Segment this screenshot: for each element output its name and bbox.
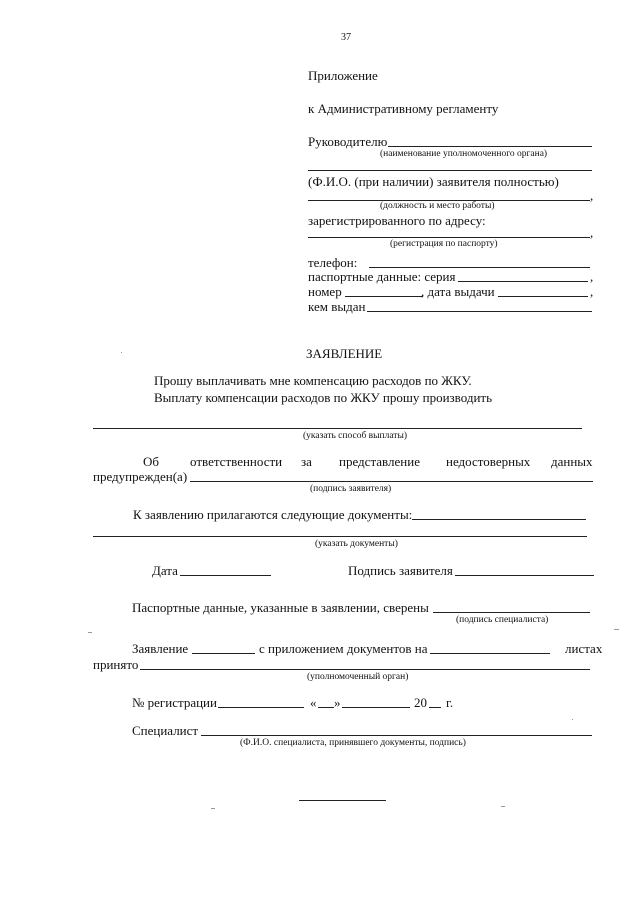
applicant-signature-label: Подпись заявителя [348,563,453,578]
date-label: Дата [152,563,178,578]
issued-by-line[interactable] [367,311,592,312]
payment-caption: (указать способ выплаты) [303,431,408,441]
scan-speck [572,719,573,720]
date-line[interactable] [180,575,271,576]
scan-speck [121,352,122,353]
sheets-count-line[interactable] [430,653,550,654]
scan-speck [211,808,215,809]
application-label: Заявление [132,641,189,656]
authority-caption: (уполномоченный орган) [307,672,409,682]
warn-word-6: данных [551,454,593,469]
passport-label: паспортные данные: серия [308,269,456,284]
specialist-label: Специалист [132,723,199,738]
head-label: Руководителю [308,134,388,149]
request-line: Прошу выплачивать мне компенсацию расходов по ЖКУ. [154,373,472,388]
warn-word-1: Об [143,454,160,469]
warn-word-4: представление [339,454,420,469]
head-line-2[interactable] [308,170,592,171]
position-caption: (должность и место работы) [380,201,495,211]
issued-by-label: кем выдан [308,299,366,314]
attached-label: К заявлению прилагаются следующие документы: [133,507,413,522]
quote-open: « [310,695,317,710]
payment-line: Выплату компенсации расходов по ЖКУ прошу производить [154,390,493,405]
year-suffix: г. [446,695,454,710]
reg-number-line[interactable] [218,707,304,708]
accepted-line[interactable] [140,669,590,670]
head-caption: (наименование уполномоченного органа) [380,149,548,159]
phone-label: телефон: [308,255,358,270]
attached-docs-line-2[interactable] [93,536,587,537]
attached-docs-line[interactable] [412,519,586,520]
payment-method-line[interactable] [93,428,582,429]
registration-caption: (регистрация по паспорту) [390,239,498,249]
registration-comma: , [590,225,594,240]
registered-label: зарегистрированного по адресу: [308,213,486,228]
reg-year-line[interactable] [429,707,441,708]
fio-comma: , [590,188,594,203]
passport-number-line[interactable] [345,296,423,297]
reg-day-line[interactable] [318,707,334,708]
reg-month-line[interactable] [342,707,410,708]
warn-word-3: за [301,454,312,469]
verified-signature-line[interactable] [433,612,590,613]
fio-label: (Ф.И.О. (при наличии) заявителя полностью) [308,174,559,189]
warned-label: предупрежден(а) [93,469,188,484]
footer-separator [299,800,386,801]
verified-label: Паспортные данные, указанные в заявлении, сверены [132,600,429,615]
issue-date-comma: , [590,284,594,299]
specialist-line[interactable] [201,735,592,736]
scan-speck [88,632,92,633]
passport-comma: , [590,269,594,284]
specialist-caption: (Ф.И.О. специалиста, принявшего документы, подпись) [240,738,466,748]
passport-series-line[interactable] [458,281,588,282]
phone-line[interactable] [369,267,590,268]
application-title: ЗАЯВЛЕНИЕ [306,346,383,361]
page-number: 37 [341,32,351,43]
specialist-signature-caption: (подпись специалиста) [456,615,549,625]
scan-speck [614,629,619,630]
regulation-reference: к Административному регламенту [308,101,499,116]
head-line[interactable] [388,146,592,147]
reg-number-label: № регистрации [132,695,217,710]
year-label: 20 [414,695,427,710]
registration-line[interactable] [308,237,590,238]
with-attachment-label: с приложением документов на [259,641,428,656]
issue-date-line[interactable] [498,296,588,297]
appendix-title: Приложение [308,68,378,83]
signature-caption: (подпись заявителя) [310,484,392,494]
application-line[interactable] [192,653,255,654]
issue-date-label: , дата выдачи [421,284,495,299]
warn-word-5: недостоверных [446,454,531,469]
quote-close: » [334,695,341,710]
warned-signature-line[interactable] [190,481,593,482]
docs-caption: (указать документы) [315,539,398,549]
applicant-signature-line[interactable] [455,575,594,576]
number-label: номер [308,284,342,299]
accepted-label: принято [93,657,139,672]
scan-speck [501,806,505,807]
warn-word-2: ответственности [190,454,283,469]
sheets-label: листах [565,641,603,656]
